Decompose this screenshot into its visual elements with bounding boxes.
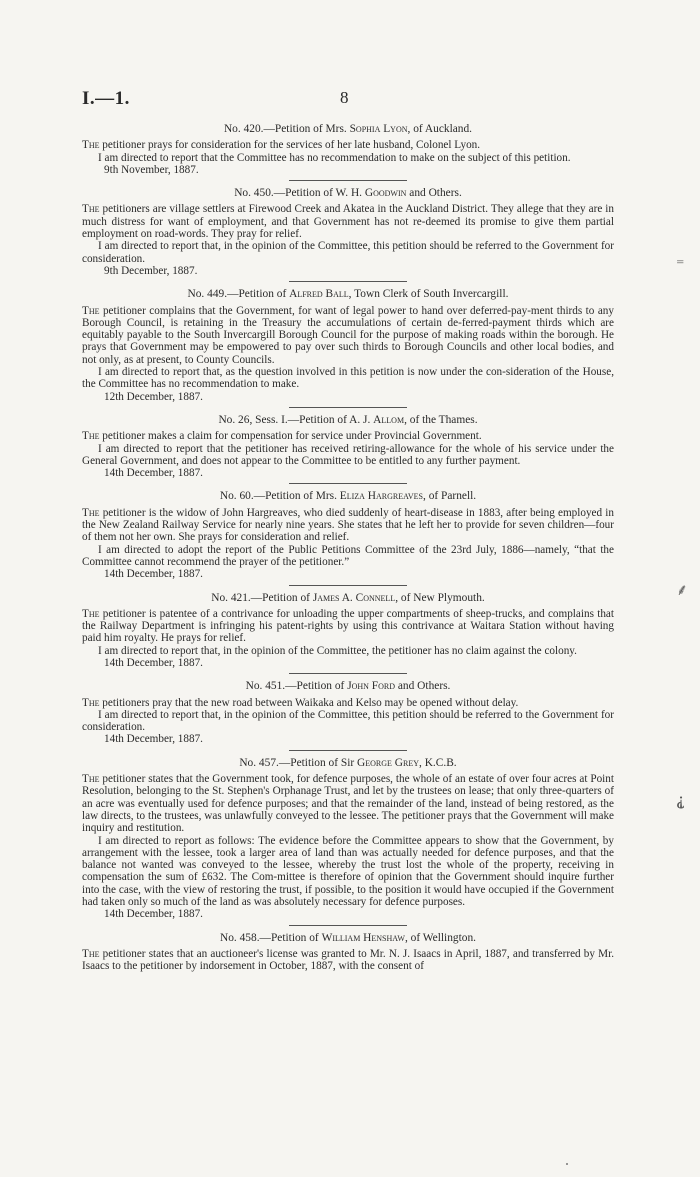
section-divider — [289, 180, 407, 181]
committee-report: I am directed to report as follows: The evidence before the Committee appears to show that the Government, by arrangement with the lessee, took a larger area of land than was actually needed for defence purposes, and that the balance not wanted was conveyed to the lessee, whereby the trust lost the whole of the property, receiving in compensation the sum of £632. The Com-mittee is therefore of opinion that the Government should inquire further into the case, with the view of restoring the trust, if possible, to the position it would have occupied if the Government had taken only so much of the land as was absolutely necessary for defence purposes. — [82, 834, 614, 909]
petition-entry — [82, 490, 614, 585]
section-divider — [289, 750, 407, 751]
committee-report: I am directed to report that the Committee has no recommendation to make on the subject of this petition. — [98, 151, 571, 164]
petitions-list — [82, 123, 614, 973]
petition-body: The petitioner makes a claim for compensation for service under Provincial Government. — [82, 430, 482, 443]
petition-title: No. 26, Sess. I.—Petition of A. J. Allom, of the Thames. — [218, 413, 478, 426]
report-date: 14th December, 1887. — [104, 733, 203, 746]
petition-body: The petitioner prays for consideration for the services of her late husband, Colonel Lyon. — [82, 139, 481, 152]
petition-body: The petitioner states that an auctioneer's license was granted to Mr. N. J. Isaacs in April, 1887, and transferred by Mr. Isaacs to the petitioner by indorsement in October, 1887, with the consent of — [82, 947, 614, 973]
section-divider — [289, 673, 407, 674]
petition-title: No. 421.—Petition of James A. Connell, of New Plymouth. — [211, 591, 485, 604]
section-divider — [289, 281, 407, 282]
petition-entry — [82, 123, 614, 181]
report-date: 14th December, 1887. — [104, 467, 203, 480]
report-date: 12th December, 1887. — [104, 390, 203, 403]
petition-entry — [82, 932, 614, 973]
paper-reference: I.—1. — [82, 88, 130, 109]
petition-entry — [82, 414, 614, 484]
petition-title: No. 457.—Petition of Sir George Grey, K.C.B. — [239, 756, 457, 769]
petition-entry — [82, 757, 614, 926]
committee-report: I am directed to report that, in the opinion of the Committee, the petitioner has no claim against the colony. — [98, 644, 577, 657]
scan-mark: ⸙ — [676, 582, 689, 599]
petition-body: The petitioner is the widow of John Hargreaves, who died suddenly of heart-disease in 1883, after being employed in the New Zealand Railway Service for nearly nine years. She states that he left her to provide for seven children—four of them not her own. She prays for consideration and relief. — [82, 506, 614, 544]
section-divider — [289, 585, 407, 586]
petition-title: No. 420.—Petition of Mrs. Sophia Lyon, of Auckland. — [223, 123, 473, 135]
petition-body: The petitioner complains that the Government, for want of legal power to hand over deferred-pay-ment thirds to any Borough Council, is retaining in the Treasury the accumulations of certain de-ferred-payment thirds which are equitably payable to the South Invercargill Borough Council for the purpose of making roads within the borough. He prays that Government may be empowered to pay over such thirds to Borough Councils and other local bodies, and not only, as at present, to County Councils. — [82, 304, 614, 366]
petition-title: No. 60.—Petition of Mrs. Eliza Hargreaves, of Parnell. — [219, 490, 477, 503]
committee-report: I am directed to report that, in the opinion of the Committee, this petition should be referred to the Government for consideration. — [82, 708, 614, 734]
committee-report: I am directed to adopt the report of the Public Petitions Committee of the 23rd July, 1886—namely, “that the Committee cannot recommend the prayer of the petitioner.” — [82, 543, 614, 568]
petition-body: The petitioners pray that the new road between Waikaka and Kelso may be opened without delay. — [82, 696, 519, 709]
petition-title: No. 458.—Petition of William Henshaw, of Wellington. — [220, 931, 476, 944]
report-date: 9th November, 1887. — [104, 163, 199, 176]
committee-report: I am directed to report that the petitioner has received retiring-allowance for the whole of his service under the General Government, and does not appear to the Committee to be entitled to any further payment. — [82, 442, 614, 467]
scan-mark: ⁼ — [676, 257, 685, 274]
petition-entry — [82, 680, 614, 750]
report-date: 14th December, 1887. — [104, 908, 203, 921]
petition-title: No. 451.—Petition of John Ford and Others. — [245, 680, 451, 693]
petition-entry — [82, 187, 614, 282]
petition-entry — [82, 288, 614, 408]
report-date: 14th December, 1887. — [104, 656, 203, 669]
petition-body: The petitioner is patentee of a contrivance for unloading the upper compartments of sheep-trucks, and complains that the Railway Department is infringing his patent-rights by using this contrivance at Waitara Station without having paid him royalty. He prays for relief. — [82, 607, 614, 645]
scan-dot — [566, 1163, 568, 1165]
section-divider — [289, 407, 407, 408]
committee-report: I am directed to report that, as the question involved in this petition is now under the con-sideration of the House, the Committee has no recommendation to make. — [82, 366, 614, 391]
page-number: 8 — [340, 88, 349, 107]
report-date: 14th December, 1887. — [104, 568, 203, 581]
section-divider — [289, 483, 407, 484]
petition-title: No. 449.—Petition of Alfred Ball, Town Clerk of South Invercargill. — [187, 288, 509, 301]
petition-body: The petitioners are village settlers at Firewood Creek and Akatea in the Auckland District. They allege that they are in much distress for want of employment, and that Government has not re-deemed its promise to give them partial employment on road-words. They pray for relief. — [82, 203, 614, 241]
page-header — [82, 88, 612, 112]
petition-body: The petitioner states that the Government took, for defence purposes, the whole of an estate of over four acres at Point Resolution, belonging to the St. Stephen's Orphanage Trust, and let by the trustees on lease; that only three-quarters of an acre was eventually used for defence purposes; and that the remainder of the land, instead of being restored, as the law directs, to the trustees, was unlawfully conveyed to the lessee. The petitioner prays that the Government will make inquiry and restitution. — [82, 773, 614, 835]
report-date: 9th December, 1887. — [104, 264, 198, 277]
committee-report: I am directed to report that, in the opinion of the Committee, this petition should be referred to the Government for consideration. — [82, 240, 614, 265]
section-divider — [289, 925, 407, 926]
petition-entry — [82, 592, 614, 675]
petition-title: No. 450.—Petition of W. H. Goodwin and Others. — [234, 187, 462, 200]
scan-mark: ⸘ — [676, 792, 685, 809]
